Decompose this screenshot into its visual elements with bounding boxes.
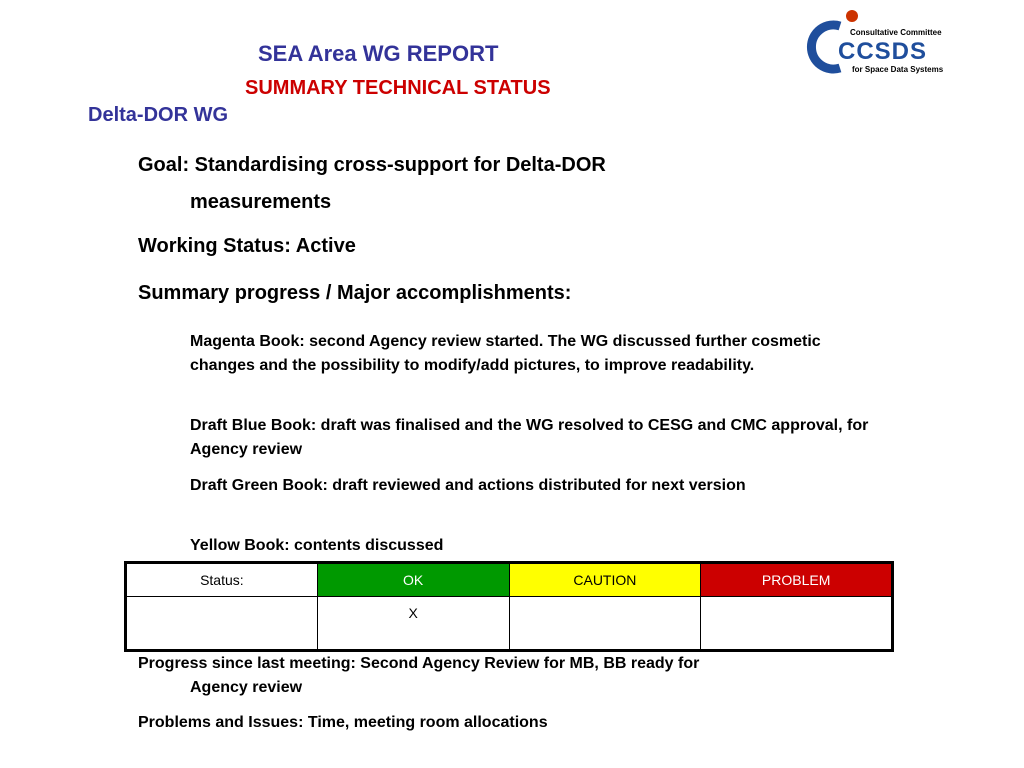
status-problem: PROBLEM xyxy=(701,563,893,597)
status-header-row xyxy=(126,563,893,597)
section-heading: Delta-DOR WG xyxy=(88,104,228,126)
progress-line1: Progress since last meeting: Second Agency Review for MB, BB ready for xyxy=(138,655,700,672)
goal-line1: Goal: Standardising cross-support for Delta-DOR xyxy=(138,154,606,176)
status-label: Status: xyxy=(126,563,318,597)
status-value-blank xyxy=(126,597,318,651)
status-table xyxy=(124,561,894,652)
report-title: SEA Area WG REPORT xyxy=(258,41,499,66)
ccsds-logo-graphic xyxy=(800,6,960,78)
logo-line1: Consultative Committee xyxy=(850,28,942,37)
status-mark-ok: X xyxy=(317,597,509,651)
report-subtitle: SUMMARY TECHNICAL STATUS xyxy=(245,77,551,99)
progress-text xyxy=(138,652,898,700)
problems-text: Problems and Issues: Time, meeting room allocations xyxy=(138,714,548,731)
item-green-book: Draft Green Book: draft reviewed and actions distributed for next version xyxy=(190,477,746,494)
goal-text xyxy=(138,147,778,221)
status-value-row xyxy=(126,597,893,651)
item-magenta-book: Magenta Book: second Agency review started. The WG discussed further cosmetic changes and the possibility to modify/add pictures, to improve readability. xyxy=(190,333,821,374)
summary-heading: Summary progress / Major accomplishments: xyxy=(138,282,572,304)
item-yellow-book: Yellow Book: contents discussed xyxy=(190,537,444,554)
status-caution: CAUTION xyxy=(509,563,701,597)
item-blue-book: Draft Blue Book: draft was finalised and the WG resolved to CESG and CMC approval, for Agency review xyxy=(190,417,869,458)
logo-acronym: CCSDS xyxy=(838,38,928,65)
goal-line2: measurements xyxy=(190,191,332,213)
logo-line2: for Space Data Systems xyxy=(852,65,944,74)
working-status: Working Status: Active xyxy=(138,235,356,257)
status-ok: OK xyxy=(317,563,509,597)
status-mark-problem xyxy=(701,597,893,651)
progress-line2: Agency review xyxy=(190,679,303,696)
status-mark-caution xyxy=(509,597,701,651)
ccsds-logo xyxy=(800,6,960,78)
